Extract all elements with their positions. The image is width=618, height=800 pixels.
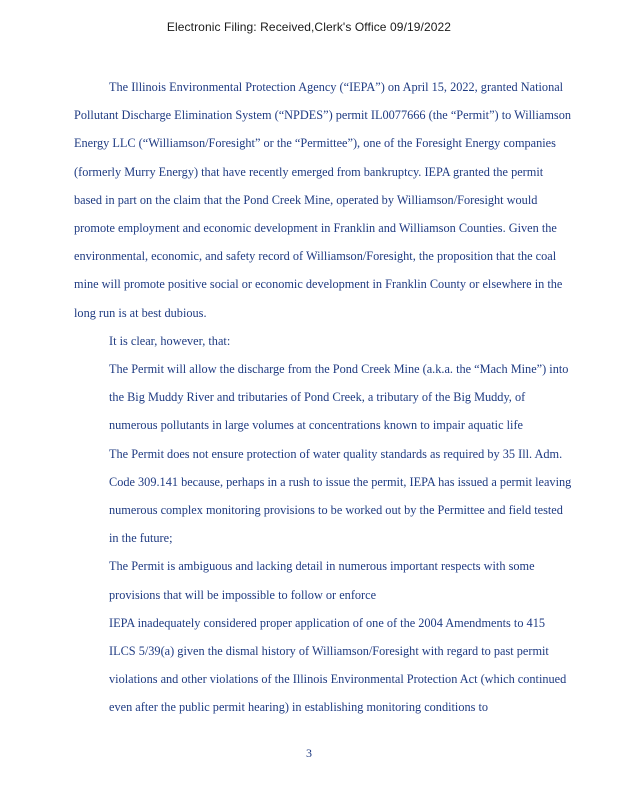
filing-stamp-header: Electronic Filing: Received,Clerk's Office 09/19/2022 [166,20,452,34]
document-body [74,73,574,722]
page-number: 3 [306,746,312,760]
list-item-text: IEPA inadequately considered proper application of one of the 2004 Amendments to 415 ILCS 5/39(a) given the dismal history of Williamson/Foresight with regard to past permit violations and other violations of the Illinois Environmental Protection Act (which continued even after the public permit hearing) in establishing monitoring conditions to [109,615,567,715]
findings-list [74,355,574,722]
list-item-text: The Permit will allow the discharge from the Pond Creek Mine (a.k.a. the “Mach Mine”) into the Big Muddy River and tributaries of Pond Creek, a tributary of the Big Muddy, of numerous pollutants in large volumes at concentrations known to impair aquatic life [109,362,569,433]
intro-paragraph: The Illinois Environmental Protection Agency (“IEPA”) on April 15, 2022, granted National Pollutant Discharge Elimination System (“NPDES”) permit IL0077666 (the “Permit”) to Williamson Energy LLC (“Williamson/Foresight” or the “Permittee”), one of the Foresight Energy companies (formerly Murry Energy) that have recently emerged from bankruptcy. IEPA granted the permit based in part on the claim that the Pond Creek Mine, operated by Williamson/Foresight would promote employment and economic development in Franklin and Williamson Counties. Given the environmental, economic, and safety record of Williamson/Foresight, the proposition that the coal mine will promote positive social or economic development in Franklin County or elsewhere in the long run is at best dubious. [74,80,571,320]
list-item [74,355,574,440]
list-item [74,440,574,553]
lead-in-sentence: It is clear, however, that: [109,333,231,348]
list-item-text: The Permit does not ensure protection of water quality standards as required by 35 Ill. Adm. Code 309.141 because, perhaps in a rush to issue the permit, IEPA has issued a permit leaving numerous complex monitoring provisions to be worked out by the Permittee and field tested in the future; [109,446,572,546]
list-item [74,552,574,608]
list-item-text: The Permit is ambiguous and lacking detail in numerous important respects with some provisions that will be impossible to follow or enforce [109,559,535,602]
list-item [74,609,574,722]
